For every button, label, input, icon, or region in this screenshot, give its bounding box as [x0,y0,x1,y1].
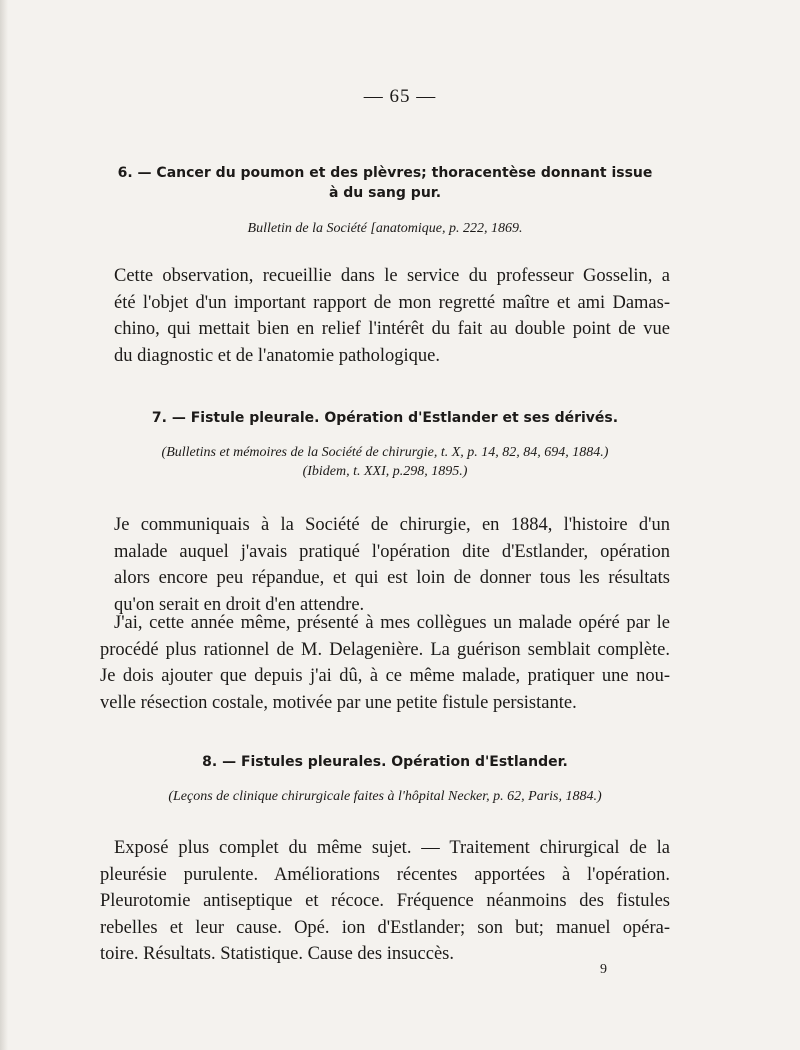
paragraph-line: toire. Résultats. Statistique. Cause des insuccès. [100,944,455,964]
section-7-reference [100,443,670,481]
paragraph-line: procédé plus rationnel de M. Delagenière. La guérison semblait complète. [100,639,670,660]
section-8-heading [100,752,670,772]
paragraph-line: velle résection costale, motivée par une petite fistule persistante. [100,692,577,713]
section-7-reference-line-1: (Bulletins et mémoires de la Société de chirurgie, t. X, p. 14, 82, 84, 694, 1884.) [161,445,609,460]
section-6-reference-line: Bulletin de la Société [anatomique, p. 222, 1869. [247,221,523,236]
page-edge-shadow [0,0,8,1050]
section-6-reference [100,219,670,238]
paragraph-line: Exposé plus complet du même sujet. — Traitement chirurgical de la [114,838,670,858]
section-8-heading-line-1: 8. — Fistules pleurales. Opération d'Estlander. [202,754,568,770]
paragraph-line: Cette observation, recueillie dans le service du professeur Gosselin, a [114,266,670,286]
paragraph-line: pleurésie purulente. Améliorations récentes apportées à l'opération. [100,864,670,885]
paragraph-line: du diagnostic et de l'anatomie pathologique. [114,345,440,366]
section-6-heading-line-2: à du sang pur. [328,185,442,201]
paragraph-line: chino, qui mettait bien en relief l'intérêt du fait au double point de vue [114,319,670,339]
section-7-paragraph-2 [100,610,670,716]
section-7-heading-line-1: 7. — Fistule pleurale. Opération d'Estlander et ses dérivés. [151,410,619,426]
paragraph-line: alors encore peu répandue, et qui est loin de donner tous les résultats [114,568,670,588]
section-8-paragraph [100,835,670,968]
section-6-heading-line-1: 6. — Cancer du poumon et des plèvres; thoracentèse donnant issue [117,165,653,181]
section-8-reference [100,787,670,806]
paragraph-line: été l'objet d'un important rapport de mon regretté maître et ami Damas- [114,292,670,313]
section-8-reference-line: (Leçons de clinique chirurgicale faites à l'hôpital Necker, p. 62, Paris, 1884.) [168,789,602,804]
section-7-heading [100,408,670,428]
section-6-paragraph [114,263,670,369]
section-6-heading [100,163,670,203]
paragraph-line: Je communiquais à la Société de chirurgie, en 1884, l'histoire d'un [114,515,670,535]
paragraph-line: Je dois ajouter que depuis j'ai dû, à ce même malade, pratiquer une nou- [100,666,670,686]
paragraph-line: Pleurotomie antiseptique et récoce. Fréquence néanmoins des fistules [100,891,670,911]
paragraph-line: J'ai, cette année même, présenté à mes collègues un malade opéré par le [114,613,670,633]
signature-mark: 9 [600,962,607,977]
section-7-paragraph-1 [114,512,670,618]
paragraph-line: qu'on serait en droit d'en attendre. [114,594,365,615]
page-number: — 65 — [363,86,437,107]
paragraph-line: malade auquel j'avais pratiqué l'opération dite d'Estlander, opération [114,541,670,562]
section-7-reference-line-2: (Ibidem, t. XXI, p.298, 1895.) [302,464,468,479]
paragraph-line: rebelles et leur cause. Opé. ion d'Estlander; son but; manuel opéra- [100,917,670,938]
